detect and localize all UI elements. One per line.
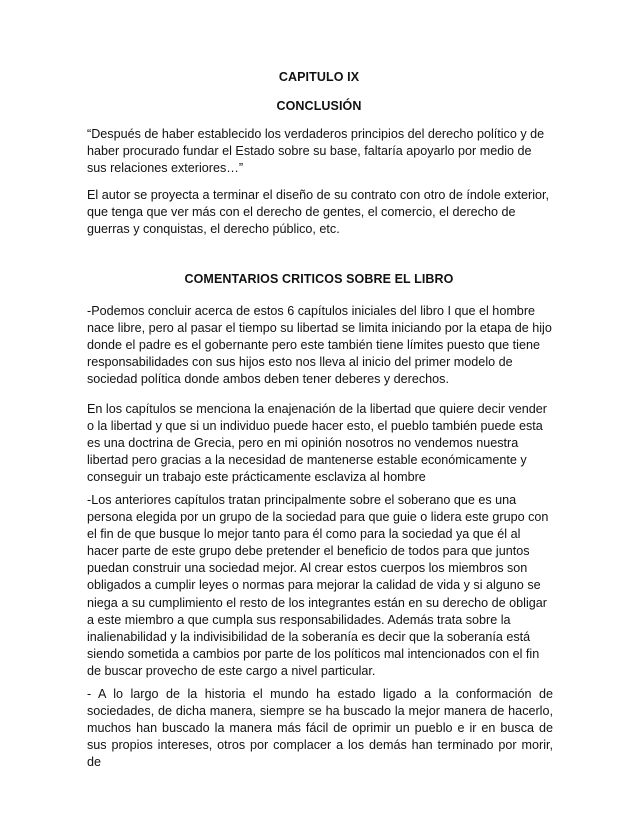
comment-paragraph-3: -Los anteriores capítulos tratan principalmente sobre el soberano que es una persona elegida por un grupo de la sociedad para que guie o lidera este grupo con el fin de que busque lo mejor tanto para él como para la sociedad ya que él al hacer parte de este grupo debe pretender el beneficio de todos para que juntos puedan construir una sociedad mejor. Al crear estos cuerpos los miembros son obligados a cumplir leyes o normas para mejorar la calidad de vida y si alguno se niega a su cumplimiento el resto de los integrantes están en su derecho de obligar a este miembro a que cumpla sus responsabilidades. Además trata sobre la inalienabilidad y la indivisibilidad de la soberanía es decir que la soberanía está siendo sometida a cambios por parte de los políticos mal intencionados con el fin de buscar provecho de este cargo a nivel particular. (87, 493, 549, 678)
comment-paragraph-2: En los capítulos se menciona la enajenación de la libertad que quiere decir vender o la libertad y que si un individuo puede hacer esto, el pueblo también puede esta es una doctrina de Grecia, pero en mi opinión nosotros no vendemos nuestra libertad pero gracias a la necesidad de mantenerse estable económicamente y conseguir un trabajo este prácticamente esclaviza al hombre (87, 402, 547, 485)
chapter-title: CAPITULO IX (278, 70, 360, 84)
chapter-subtitle: CONCLUSIÓN (276, 99, 362, 113)
comments-title: COMENTARIOS CRITICOS SOBRE EL LIBRO (184, 272, 454, 286)
comment-paragraph-4: - A lo largo de la historia el mundo ha estado ligado a la conformación de sociedades, de dicha manera, siempre se ha buscado la mejor manera de hacerlo, muchos han buscado la manera más fácil de oprimir un pueblo e ir en busca de sus propios intereses, otros por complacer a los demás han terminado por morir, de (87, 687, 553, 770)
quote-paragraph: “Después de haber establecido los verdaderos principios del derecho político y de haber procurado fundar el Estado sobre su base, faltaría apoyarlo por medio de sus relaciones exteriores…” (87, 127, 545, 176)
author-paragraph: El autor se proyecta a terminar el diseño de su contrato con otro de índole exterior, que tenga que ver más con el derecho de gentes, el comercio, el derecho de guerras y conquistas, el derecho público, etc. (87, 188, 550, 237)
comment-paragraph-1: -Podemos concluir acerca de estos 6 capítulos iniciales del libro I que el hombre nace libre, pero al pasar el tiempo su libertad se limita iniciando por la etapa de hijo donde el padre es el gobernante pero este también tiene límites puesto que tiene responsabilidades con sus hijos esto nos lleva al inicio del primer modelo de sociedad política donde ambos deben tener deberes y derechos. (87, 304, 552, 387)
